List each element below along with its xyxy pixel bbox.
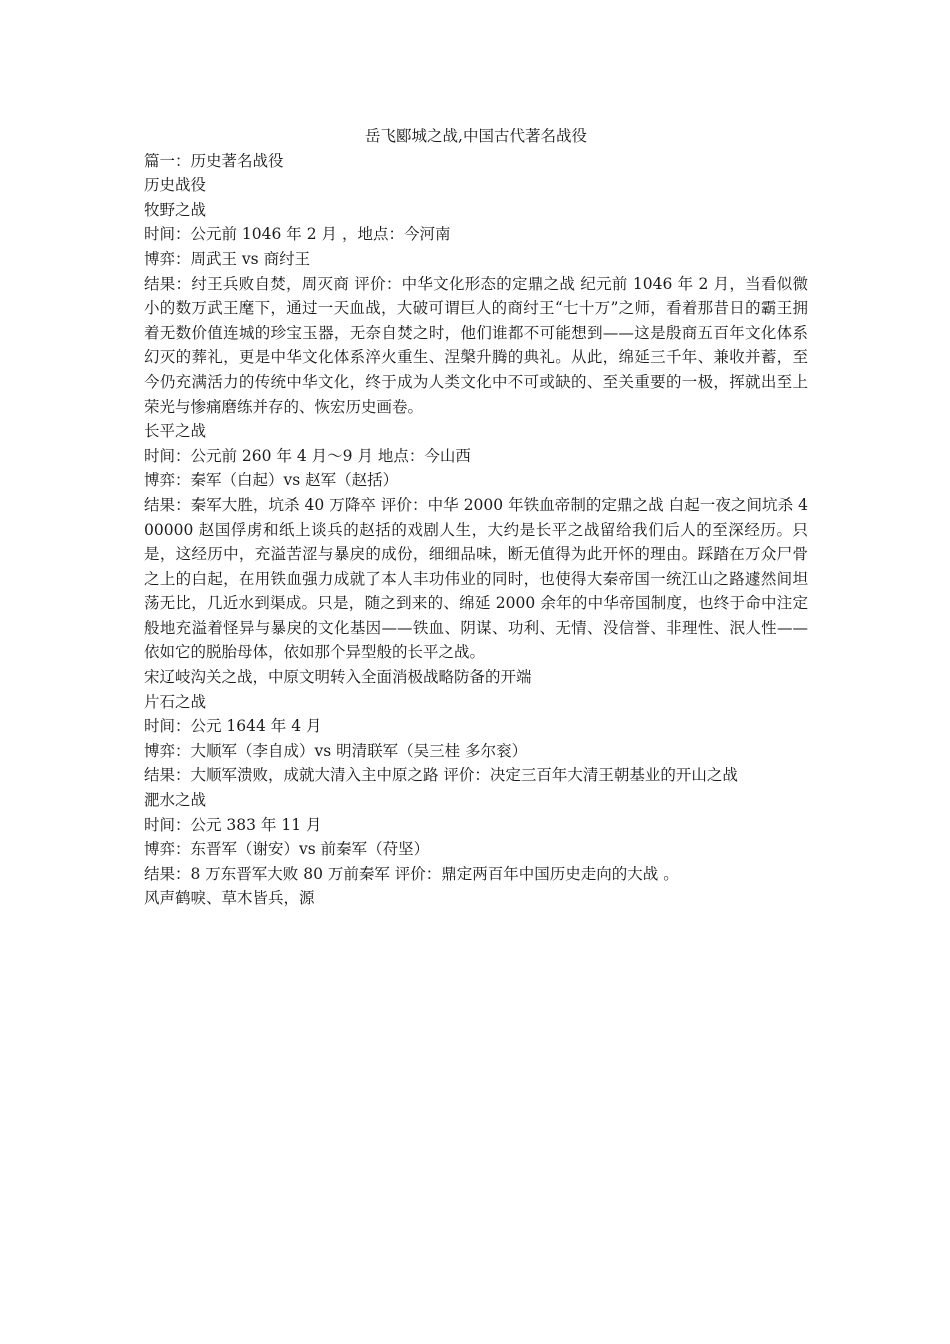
battle-name: 淝水之战 <box>144 791 207 810</box>
battle-result-paragraph: 结果：纣王兵败自焚，周灭商 评价：中华文化形态的定鼎之战 纪元前 1046 年 2 月，当看似微小的数万武王麾下，通过一天血战，大破可谓巨人的商纣王“七十万”之师，看着那昔日的霸王拥着无数价值连城的珍宝玉器，无奈自焚之时，他们谁都不可能想到——这是殷商五百年文化体系幻灭的葬礼，更是中华文化体系淬火重生、涅槃升腾的典礼。从此，绵延三千年、兼收并蓄，至今仍充满活力的传统中华文化，终于成为人类文化中不可或缺的、至关重要的一极，挥就出至上荣光与惨痛磨练并存的、恢宏历史画卷。 <box>144 274 808 416</box>
battle-name: 牧野之战 <box>144 200 207 219</box>
battle-result-paragraph: 结果：秦军大胜，坑杀 40 万降卒 评价：中华 2000 年铁血帝制的定鼎之战 白起一夜之间坑杀 400000 赵国俘虏和纸上谈兵的赵括的戏剧人生，大约是长平之战留给我们后人的至深经历。只是，这经历中，充溢苦涩与暴戾的成份，细细品味，断无值得为此开怀的理由。踩踏在万众尸骨之上的白起，在用铁血强力成就了本人丰功伟业的同时，也使得大秦帝国一统江山之路遽然间坦荡无比，几近水到渠成。只是，随之到来的、绵延 2000 余年的中华帝国制度，也终于命中注定般地充溢着怪异与暴戾的文化基因——铁血、阴谋、功利、无情、没信誉、非理性、泯人性——依如它的脱胎母体，依如那个异型般的长平之战。 <box>144 495 808 662</box>
battle-time: 时间：公元 383 年 11 月 <box>144 815 322 834</box>
battle-time: 时间：公元前 1046 年 2 月 ，地点：今河南 <box>144 225 451 244</box>
battle-sides: 博弈：周武王 vs 商纣王 <box>144 249 311 268</box>
battle-name: 宋辽岐沟关之战，中原文明转入全面消极战略防备的开端 <box>144 668 532 687</box>
battle-name: 长平之战 <box>144 422 207 441</box>
text-fragment: 风声鹤唳、草木皆兵，源 <box>144 889 315 908</box>
battle-sides: 博弈：大顺军（李自成）vs 明清联军（吴三桂 多尔衮） <box>144 741 528 760</box>
document-page <box>144 124 808 911</box>
battle-time: 时间：公元 1644 年 4 月 <box>144 717 322 736</box>
document-title: 岳飞郾城之战,中国古代著名战役 <box>365 127 587 145</box>
battle-sides: 博弈：东晋军（谢安）vs 前秦军（苻坚） <box>144 840 430 859</box>
battle-result: 结果：大顺军溃败，成就大清入主中原之路 评价：决定三百年大清王朝基业的开山之战 <box>144 766 738 785</box>
subheading: 历史战役 <box>144 176 207 195</box>
battle-name: 片石之战 <box>144 692 207 711</box>
battle-time: 时间：公元前 260 年 4 月～9 月 地点：今山西 <box>144 446 471 465</box>
battle-sides: 博弈：秦军（白起）vs 赵军（赵括） <box>144 471 399 490</box>
battle-result: 结果：8 万东晋军大败 80 万前秦军 评价：鼎定两百年中国历史走向的大战 。 <box>144 864 679 883</box>
section-heading: 篇一：历史著名战役 <box>144 151 284 170</box>
